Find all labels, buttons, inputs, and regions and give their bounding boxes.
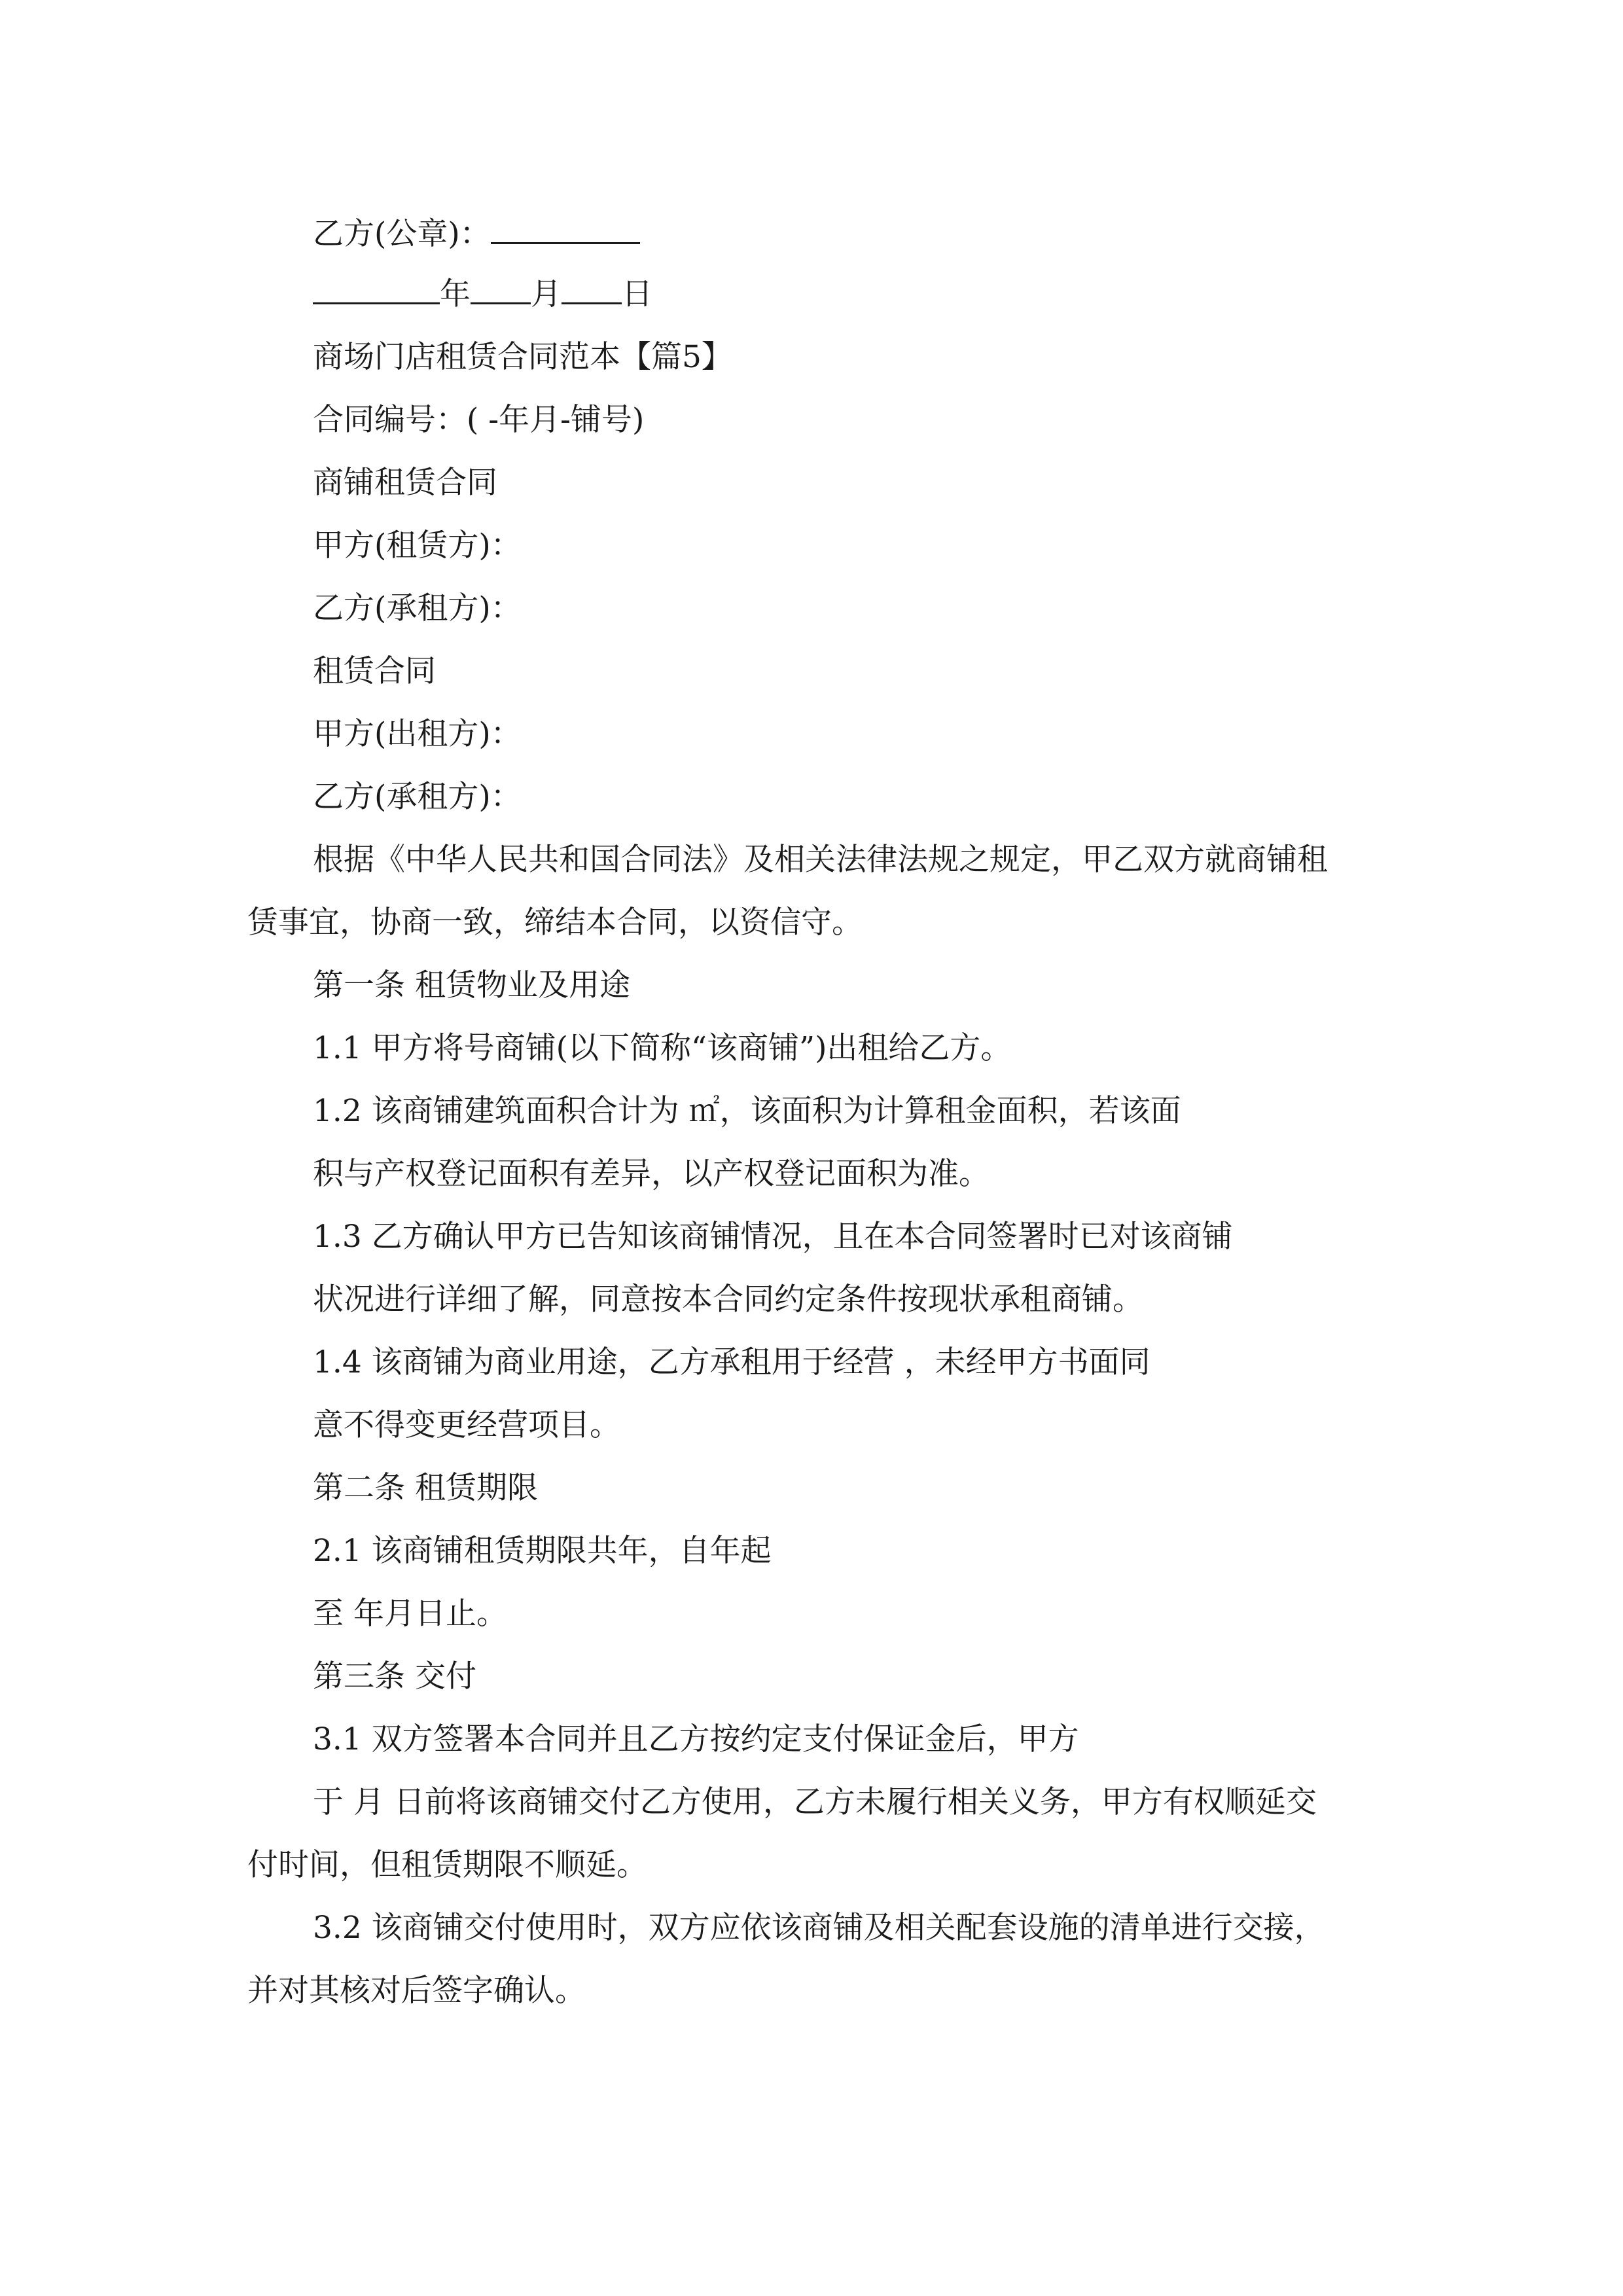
preamble-line-1: 根据《中华人民共和国合同法》及相关法律法规之规定，甲乙双方就商铺租: [313, 842, 1328, 878]
clause-1-2-line-1: 1.2 该商铺建筑面积合计为 ㎡，该面积为计算租金面积，若该面: [313, 1093, 1181, 1129]
clause-1-3-line-2: 状况进行详细了解，同意按本合同约定条件按现状承租商铺。: [313, 1282, 1143, 1318]
party-b-seal-label: 乙方(公章)：: [313, 216, 491, 252]
seal-blank: [491, 213, 640, 244]
year-label: 年: [440, 276, 471, 312]
clause-1-4-line-2: 意不得变更经营项目。: [313, 1407, 620, 1443]
clause-3-1-line-2: 于 月 日前将该商铺交付乙方使用，乙方未履行相关义务，甲方有权顺延交: [313, 1784, 1317, 1820]
preamble-line-2: 赁事宜，协商一致，缔结本合同，以资信守。: [247, 905, 863, 941]
article-3-heading: 第三条 交付: [313, 1659, 476, 1695]
party-b-tenant: 乙方(承租方)：: [313, 779, 522, 815]
date-line: [313, 274, 652, 313]
clause-3-2-line-2: 并对其核对后签字确认。: [247, 1973, 586, 2009]
party-b-lessee: 乙方(承租方)：: [313, 590, 522, 626]
day-blank: [562, 274, 622, 304]
article-1-heading: 第一条 租赁物业及用途: [313, 967, 630, 1003]
year-blank: [313, 274, 440, 304]
section-title: 商场门店租赁合同范本【篇5】: [313, 339, 732, 375]
month-label: 月: [531, 276, 562, 312]
month-blank: [471, 274, 531, 304]
party-b-seal-line: [313, 213, 640, 253]
party-a-landlord: 甲方(出租方)：: [313, 716, 522, 752]
clause-1-1: 1.1 甲方将号商铺(以下简称“该商铺”)出租给乙方。: [313, 1030, 1012, 1066]
article-2-heading: 第二条 租赁期限: [313, 1470, 538, 1506]
clause-3-1-line-1: 3.1 双方签署本合同并且乙方按约定支付保证金后，甲方: [313, 1721, 1079, 1757]
clause-1-2-line-2: 积与产权登记面积有差异，以产权登记面积为准。: [313, 1156, 990, 1192]
clause-3-1-line-3: 付时间，但租赁期限不顺延。: [247, 1847, 647, 1883]
clause-3-2-line-1: 3.2 该商铺交付使用时，双方应依该商铺及相关配套设施的清单进行交接，: [313, 1910, 1325, 1946]
contract-heading: 商铺租赁合同: [313, 465, 497, 501]
party-a-lessor: 甲方(租赁方)：: [313, 528, 522, 564]
contract-number: 合同编号：( -年月-铺号): [313, 402, 645, 438]
clause-1-4-line-1: 1.4 该商铺为商业用途，乙方承租用于经营 ，未经甲方书面同: [313, 1344, 1150, 1380]
day-label: 日: [622, 276, 652, 312]
clause-2-1-line-1: 2.1 该商铺租赁期限共年，自年起: [313, 1533, 772, 1569]
clause-2-1-line-2: 至 年月日止。: [313, 1596, 507, 1632]
lease-heading: 租赁合同: [313, 653, 436, 689]
clause-1-3-line-1: 1.3 乙方确认甲方已告知该商铺情况，且在本合同签署时已对该商铺: [313, 1219, 1233, 1255]
